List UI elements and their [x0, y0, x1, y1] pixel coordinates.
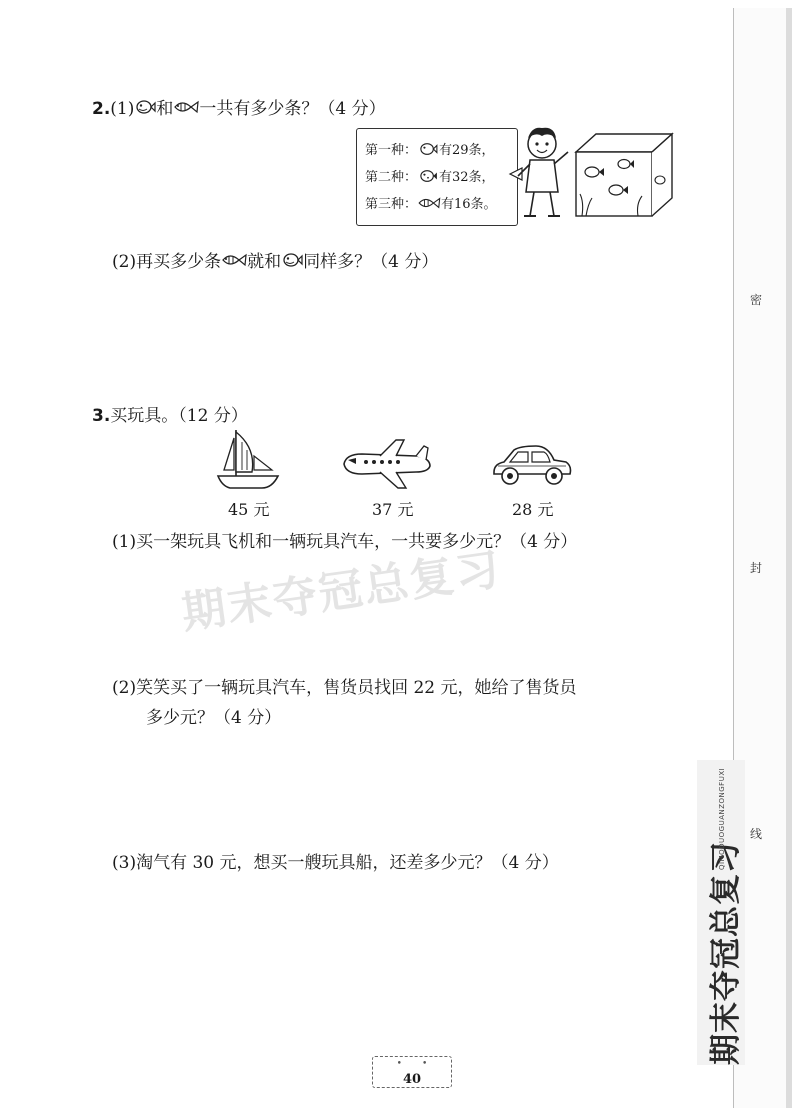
- q3-part2-line2: 多少元？（4 分）: [146, 708, 282, 728]
- q2-part1: 2.(1) 和 一共有多少条？（4 分）: [92, 99, 386, 119]
- toy-boat-icon: [216, 426, 280, 496]
- q3-part2-line1: (2)笑笑买了一辆玩具汽车，售货员找回 22 元，她给了售货员: [112, 678, 577, 698]
- info-row-3: 第三种： 有16条。: [365, 193, 497, 215]
- page-number-box: [372, 1056, 452, 1088]
- fish-info-box: [356, 128, 518, 226]
- spotted-fish-icon: [417, 168, 439, 188]
- q3-number: 3.: [92, 406, 111, 426]
- q2-part2: (2)再买多少条 就和 同样多？（4 分）: [112, 252, 439, 272]
- seal-mark-bottom: 线: [750, 827, 763, 841]
- fish-tank-illustration: [572, 130, 676, 224]
- boy-illustration: [508, 118, 576, 226]
- striped-fish-icon: [417, 195, 441, 215]
- info-row-2: 第二种： 有32条，: [365, 166, 495, 188]
- page-number: 40: [402, 1072, 422, 1087]
- q2-number: 2.: [92, 99, 111, 119]
- round-fish-icon: [134, 98, 156, 121]
- brand-logo: 期末夺冠总复习: [708, 841, 744, 1065]
- seal-mark-top: 密: [750, 293, 763, 307]
- watermark: 期末夺冠总复习: [178, 543, 505, 640]
- q3-title: 3.买玩具。（12 分）: [92, 406, 248, 426]
- page-number-ornament: • •: [396, 1059, 428, 1069]
- round-fish-icon: [417, 141, 439, 161]
- price-boat: 45 元: [228, 500, 270, 519]
- price-airplane: 37 元: [372, 500, 414, 519]
- toy-airplane-icon: [340, 438, 432, 494]
- price-car: 28 元: [512, 500, 554, 519]
- round-fish-icon: [281, 251, 303, 274]
- q3-part3: (3)淘气有 30 元，想买一艘玩具船，还差多少元？（4 分）: [112, 853, 559, 873]
- striped-fish-icon: [173, 98, 199, 121]
- toy-car-icon: [490, 444, 574, 492]
- striped-fish-icon: [221, 251, 247, 274]
- seal-mark-middle: 封: [750, 561, 763, 575]
- info-row-1: 第一种： 有29条，: [365, 139, 495, 161]
- q3-part1: (1)买一架玩具飞机和一辆玩具汽车，一共要多少元？（4 分）: [112, 532, 578, 552]
- brand-pinyin: QIMODUOGUANZONGFUXI: [718, 767, 726, 870]
